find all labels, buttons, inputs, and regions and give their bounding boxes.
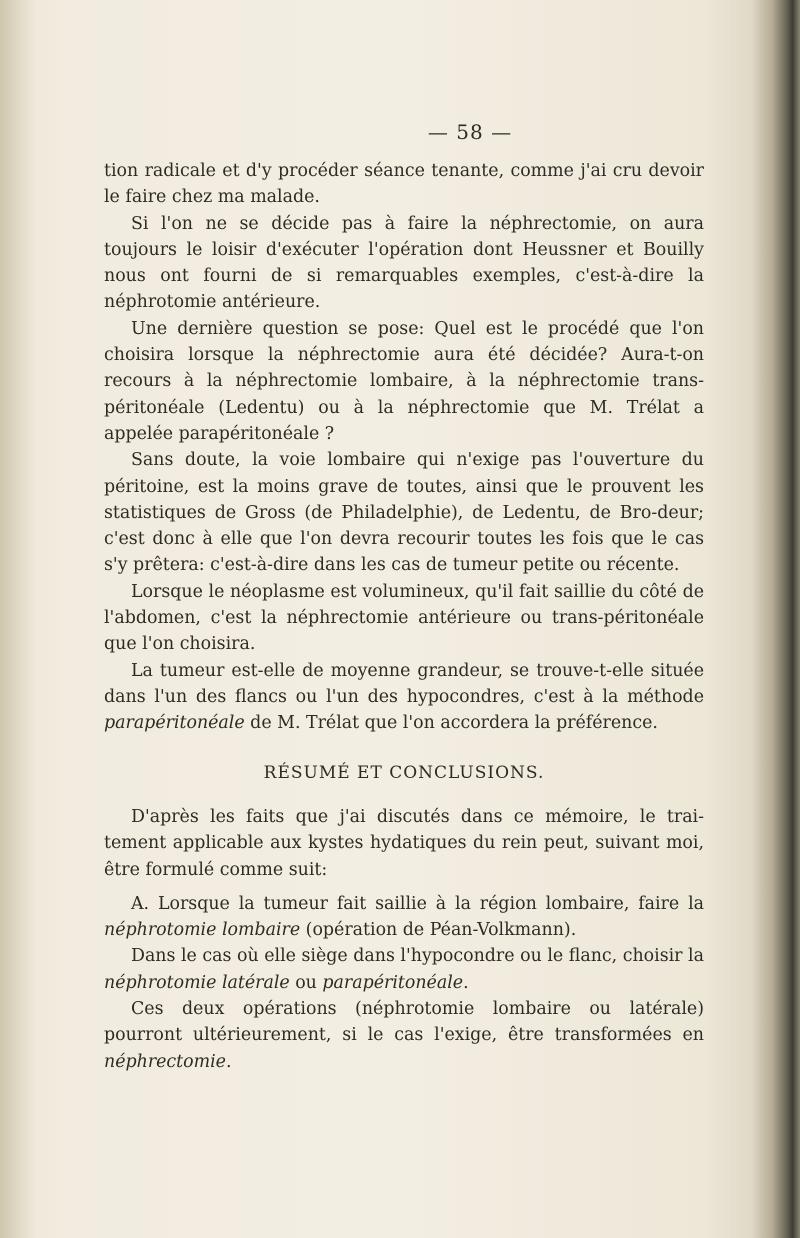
paragraph-text: (opération de Péan-Volkmann). bbox=[300, 920, 577, 941]
paragraph-text: A. Lorsque la tumeur fait saillie à la région lombaire, faire la bbox=[131, 893, 704, 914]
paragraph: tion radicale et d'y procéder séance tenante, comme j'ai cru devoir le faire chez ma malade. bbox=[104, 161, 704, 208]
paragraph-text: ou bbox=[289, 972, 323, 993]
section-heading: RÉSUMÉ ET CONCLUSIONS. bbox=[263, 763, 545, 783]
paragraph: Une dernière question se pose: Quel est le procédé que l'on choisira lorsque la néphrectomie aura été décidée? Aura-t-on recours à la néphrectomie lombaire, à la néphrectomie trans-péritonéale (Ledentu) ou à la néphrectomie que M. Trélat a appelée parapéritonéale ? bbox=[104, 318, 704, 444]
paragraph-text: de M. Trélat que l'on accordera la préférence. bbox=[244, 713, 658, 734]
paragraph bbox=[104, 943, 704, 996]
italic-term: néphrotomie lombaire bbox=[104, 920, 301, 941]
paragraph-text: . bbox=[463, 972, 469, 993]
page-number: — 58 — bbox=[427, 120, 513, 144]
body-text-top bbox=[104, 158, 704, 737]
italic-term: néphrotomie latérale bbox=[104, 972, 290, 993]
italic-term: néphrectomie bbox=[104, 1051, 226, 1072]
page-left-edge bbox=[0, 0, 36, 1238]
paragraph-text: La tumeur est-elle de moyenne grandeur, se trouve-t-elle située dans l'un des flancs ou l'un des hypocondres, c'est à la méthode bbox=[104, 660, 704, 707]
paragraph-text: Ces deux opérations (néphrotomie lombaire ou latérale) pourront ultérieurement, si le cas l'exige, être transformées en bbox=[104, 999, 704, 1046]
paragraph bbox=[104, 891, 704, 944]
paragraph: Si l'on ne se décide pas à faire la néphrectomie, on aura toujours le loisir d'exécuter l'opération dont Heussner et Bouilly nous ont fourni de si remarquables exemples, c'est-à-dire la néphrotomie antérieure. bbox=[104, 213, 704, 313]
paragraph bbox=[104, 658, 704, 737]
paragraph: D'après les faits que j'ai discutés dans ce mémoire, le trai-tement applicable aux kystes hydatiques du rein peut, suivant moi, être formulé comme suit: bbox=[104, 807, 704, 880]
body-text-conclusions bbox=[104, 804, 704, 1075]
page-binding-shadow bbox=[752, 0, 800, 1238]
italic-term: parapéritonéale bbox=[322, 972, 464, 993]
paragraph bbox=[104, 996, 704, 1075]
paragraph-text: Dans le cas où elle siège dans l'hypocondre ou le flanc, choisir la bbox=[131, 946, 704, 967]
paragraph: Sans doute, la voie lombaire qui n'exige pas l'ouverture du péritoine, est la moins grave de toutes, ainsi que le prouvent les statistiques de Gross (de Philadelphie), de Ledentu, de Bro-deur; c'est donc à elle que l'on devra recourir toutes les fois que le cas s'y prêtera: c'est-à-dire dans les cas de tumeur petite ou récente. bbox=[104, 450, 704, 576]
paragraph: Lorsque le néoplasme est volumineux, qu'il fait saillie du côté de l'abdomen, c'est la néphrectomie antérieure ou trans-péritonéale que l'on choisira. bbox=[104, 581, 704, 655]
paragraph-text: . bbox=[225, 1051, 232, 1072]
italic-term: parapéritonéale bbox=[104, 713, 245, 734]
